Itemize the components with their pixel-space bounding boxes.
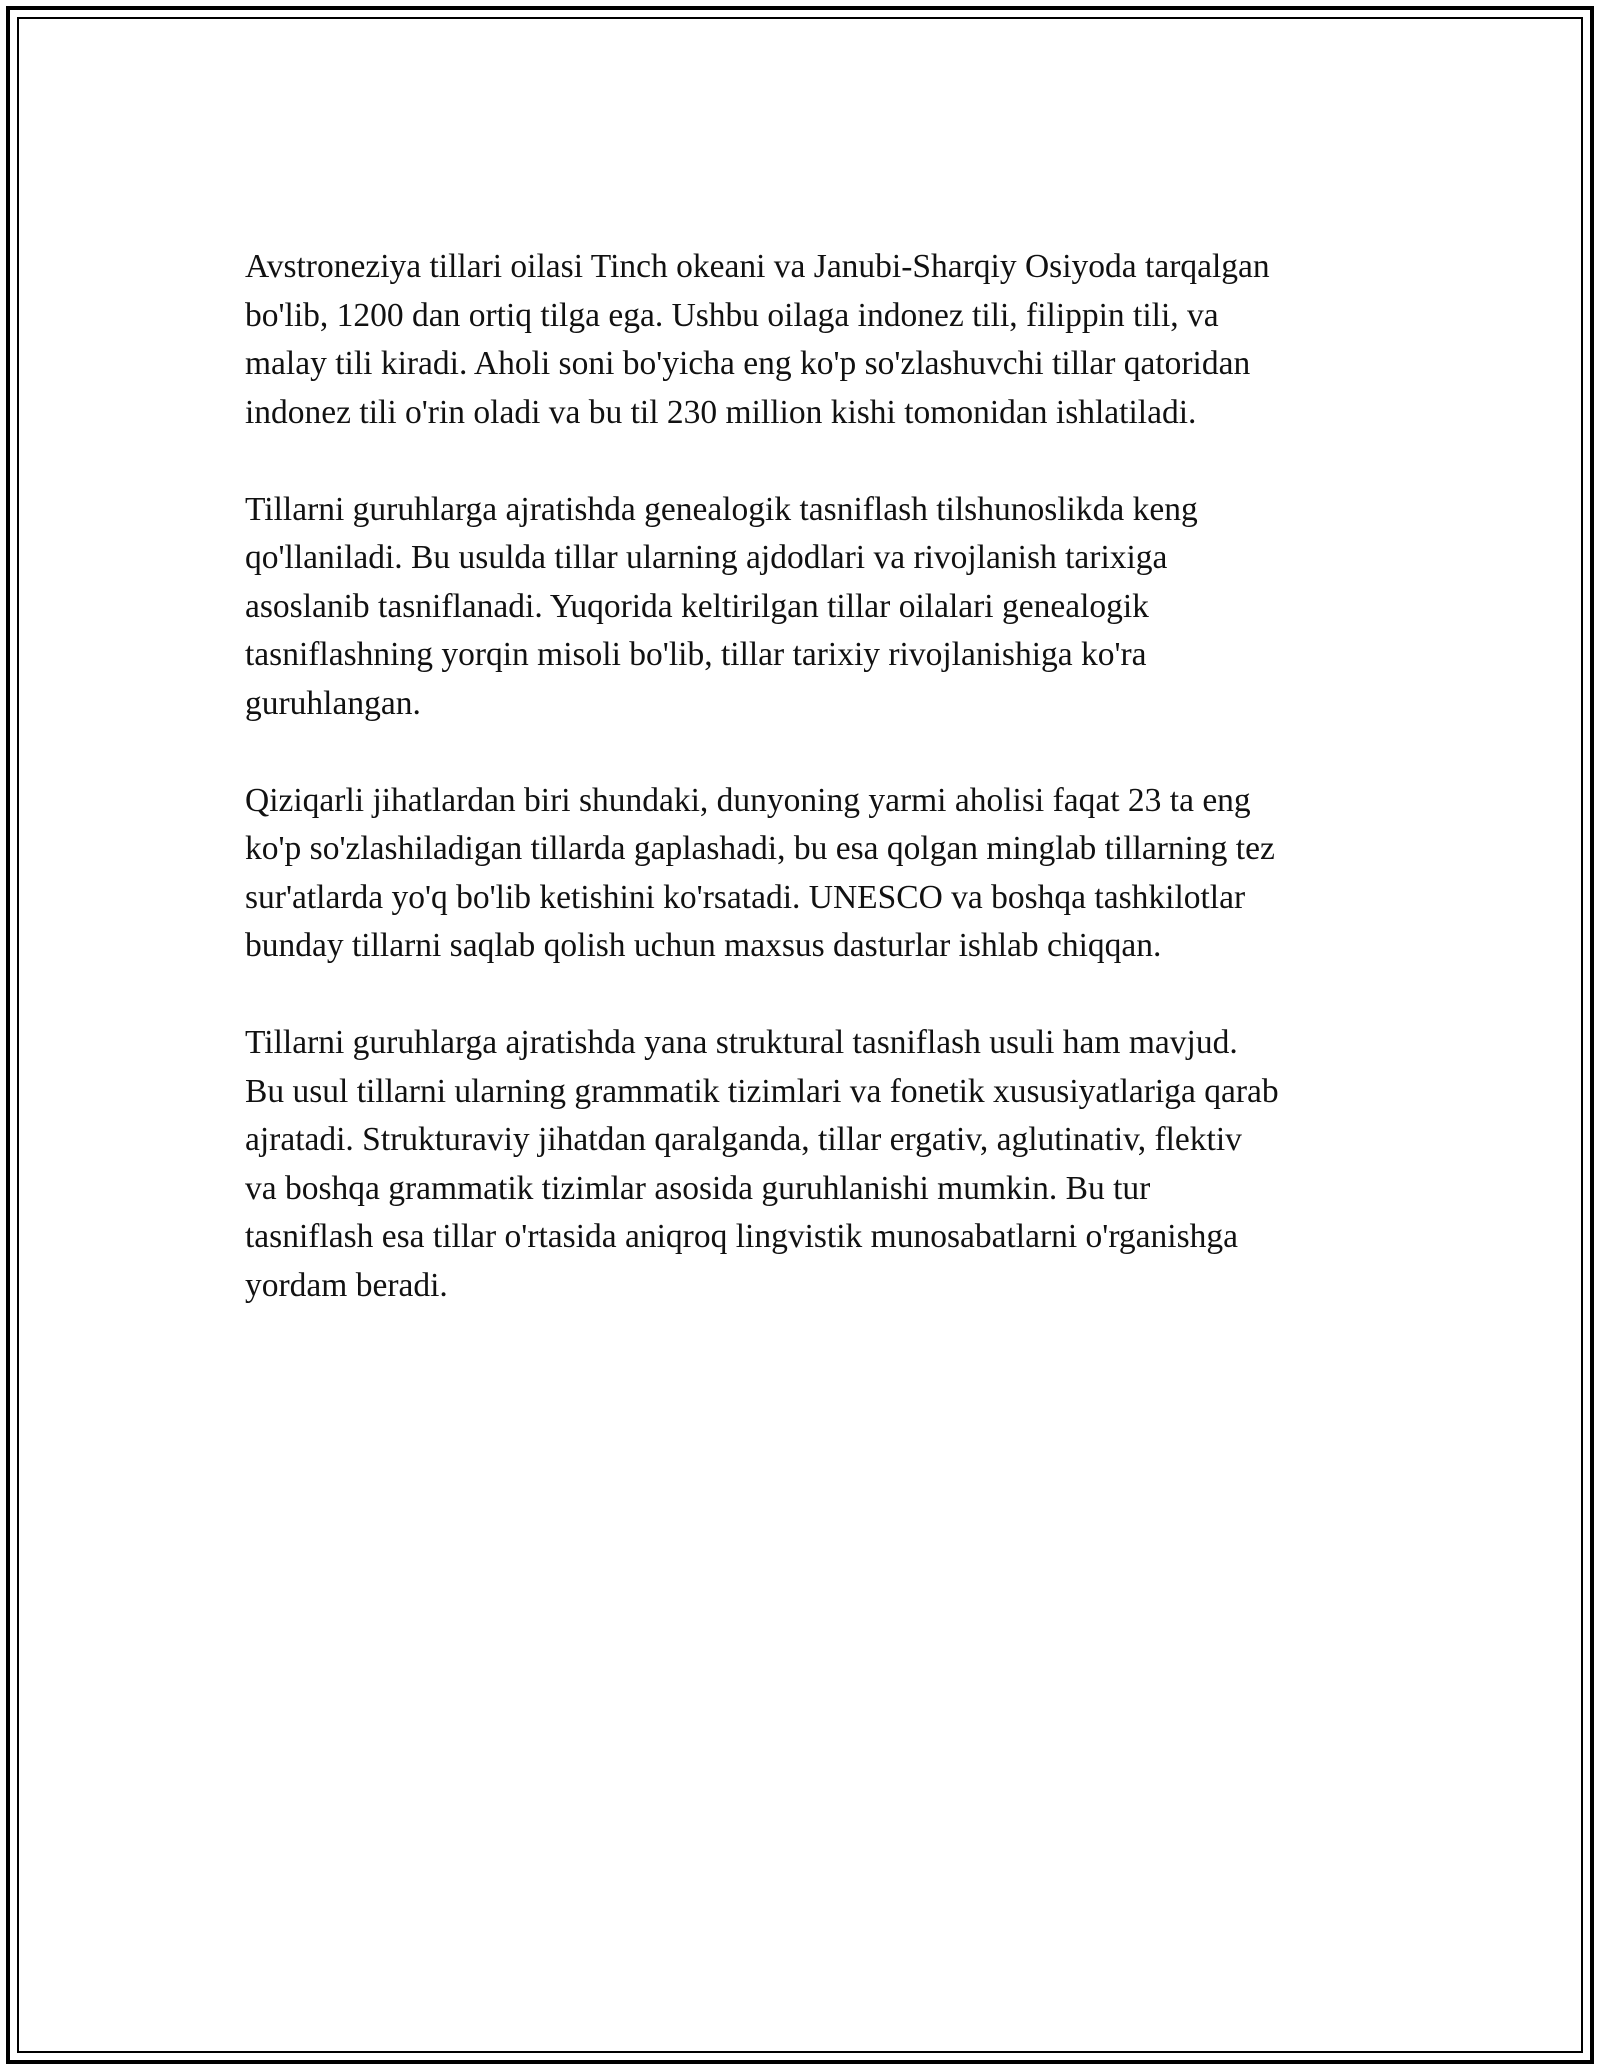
document-body xyxy=(245,243,1395,1359)
page-frame xyxy=(6,6,1594,2064)
paragraph-language-endangerment: Qiziqarli jihatlardan biri shundaki, dunyoning yarmi aholisi faqat 23 ta eng ko'p so'zlashiladigan tillarda gaplashadi, bu esa qolgan minglab tillarning tez sur'atlarda yo'q bo'lib ketishini ko'rsatadi. UNESCO va boshqa tashkilotlar bunday tillarni saqlab qolish uchun maxsus dasturlar ishlab chiqqan. xyxy=(245,781,1275,964)
paragraph-austronesian-languages: Avstroneziya tillari oilasi Tinch okeani va Janubi-Sharqiy Osiyoda tarqalgan bo'lib, 1200 dan ortiq tilga ega. Ushbu oilaga indonez tili, filippin tili, va malay tili kiradi. Aholi soni bo'yicha eng ko'p so'zlashuvchi tillar qatoridan indonez tili o'rin oladi va bu til 230 million kishi tomonidan ishlatiladi. xyxy=(245,248,1270,431)
paragraph-genealogical-classification: Tillarni guruhlarga ajratishda genealogik tasniflash tilshunoslikda keng qo'llaniladi. Bu usulda tillar ularning ajdodlari va rivojlanish tarixiga asoslanib tasniflanadi. Yuqorida keltirilgan tillar oilalari genealogik tasniflashning yorqin misoli bo'lib, tillar tarixiy rivojlanishiga ko'ra guruhlangan. xyxy=(245,490,1198,722)
paragraph-structural-classification: Tillarni guruhlarga ajratishda yana struktural tasniflash usuli ham mavjud. Bu usul tillarni ularning grammatik tizimlari va fonetik xususiyatlariga qarab ajratadi. Strukturaviy jihatdan qaralganda, tillar ergativ, aglutinativ, flektiv va boshqa grammatik tizimlar asosida guruhlanishi mumkin. Bu tur tasniflash esa tillar o'rtasida aniqroq lingvistik munosabatlarni o'rganishga yordam beradi. xyxy=(245,1024,1279,1304)
